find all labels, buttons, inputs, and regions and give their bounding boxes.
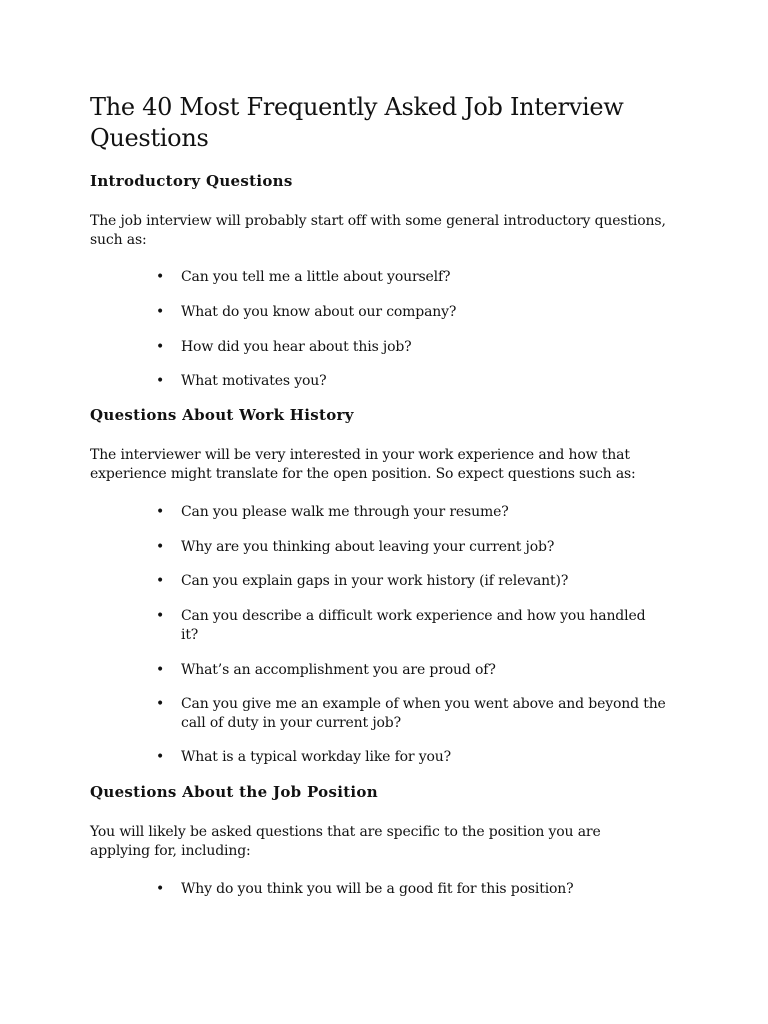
bullet-icon: • — [156, 269, 165, 285]
list-item: • How did you hear about this job? — [156, 339, 412, 355]
list-item: • What do you know about our company? — [156, 304, 457, 320]
bullet-icon: • — [156, 608, 165, 624]
bullet-icon: • — [156, 539, 165, 555]
bullet-icon: • — [156, 749, 165, 765]
list-item: • Can you tell me a little about yourself? — [156, 269, 451, 285]
list-item: • What motivates you? — [156, 373, 327, 389]
section-heading-introductory: Introductory Questions — [90, 172, 293, 190]
section-intro-work-history: The interviewer will be very interested in your work experience and how that experience might translate for the open position. So expect questions such as: — [90, 447, 636, 482]
bullet-icon: • — [156, 881, 165, 897]
list-item: • What’s an accomplishment you are proud of? — [156, 662, 496, 678]
document-title: The 40 Most Frequently Asked Job Interview Questions — [90, 93, 624, 152]
list-item: • Can you explain gaps in your work history (if relevant)? — [156, 573, 569, 589]
list-item: • Can you please walk me through your resume? — [156, 504, 509, 520]
bullet-icon: • — [156, 696, 165, 712]
bullet-icon: • — [156, 304, 165, 320]
section-heading-work-history: Questions About Work History — [90, 406, 354, 424]
bullet-icon: • — [156, 373, 165, 389]
section-intro-job-position: You will likely be asked questions that are specific to the position you are applying for, including: — [90, 824, 601, 859]
list-item: • Why do you think you will be a good fit for this position? — [156, 881, 574, 897]
list-item: • Can you give me an example of when you went above and beyond the call of duty in your current job? — [156, 696, 666, 731]
bullet-icon: • — [156, 504, 165, 520]
list-item: • What is a typical workday like for you? — [156, 749, 452, 765]
bullet-icon: • — [156, 662, 165, 678]
list-item: • Can you describe a difficult work experience and how you handled it? — [156, 608, 646, 643]
section-heading-job-position: Questions About the Job Position — [90, 783, 378, 801]
list-item: • Why are you thinking about leaving your current job? — [156, 539, 555, 555]
bullet-icon: • — [156, 339, 165, 355]
section-intro-introductory: The job interview will probably start off with some general introductory questions, such as: — [90, 213, 666, 248]
bullet-icon: • — [156, 573, 165, 589]
